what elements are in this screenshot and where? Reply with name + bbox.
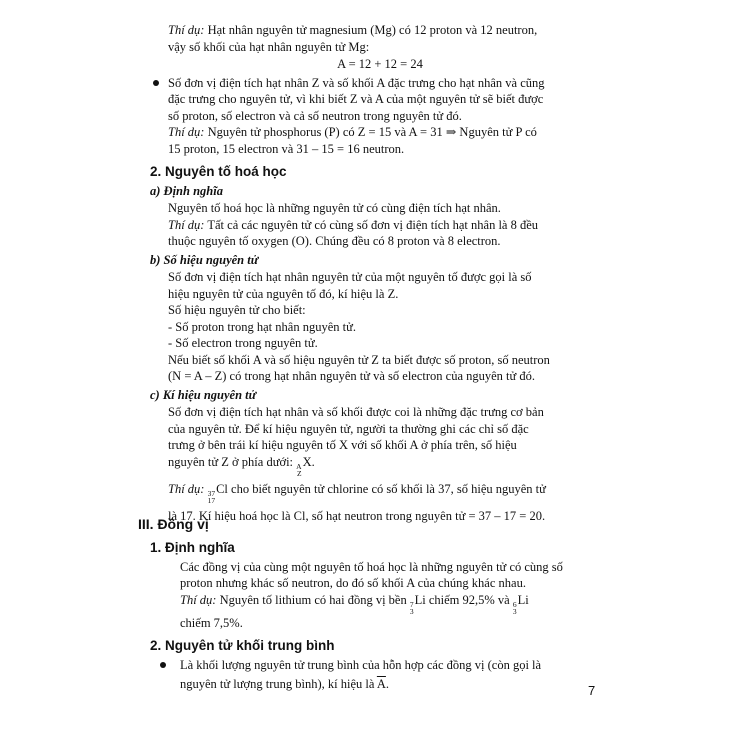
bullet-average-mass: Là khối lượng nguyên tử trung bình của hỗn hợp các đồng vị (còn gọi là nguyên tử lượng trung bình), kí hiệu là $\overline{A}$. xyxy=(150,657,610,693)
mg-example-line2: vậy số khối của hạt nhân nguyên tử Mg: xyxy=(168,39,370,54)
bullet-z-a: Số đơn vị điện tích hạt nhân Z và số khối A đặc trưng cho hạt nhân và cũng đặc trưng cho nguyên tử, vì khi biết Z và A của một nguyên tử sẽ biết được số proton, số electron và cả số neutron trong nguyên tử đó. Thí dụ: Nguyên tử phosphorus (P) có Z = 15 và A = 31 ⇒ Nguyên tử P có 15 proton, 15 electron và 31 – 15 = 16 neutron. xyxy=(150,75,610,158)
chlorine-notation: 37 17 xyxy=(207,488,216,505)
li6-notation: 6 3 xyxy=(512,599,517,616)
atomic-notation: A Z xyxy=(296,461,302,478)
oxygen-example: Thí dụ: Tất cả các nguyên tử có cùng số đơn vị điện tích hạt nhân là 8 đều xyxy=(168,217,539,232)
section3-body: 1. Định nghĩa Các đồng vị của cùng một nguyên tố hoá học là những nguyên tử có cùng số proton nhưng khác số neutron, do đó số khối A của chúng khác nhau. Thí dụ: Nguyên tố lithium có hai đồng vị bền 7 3 Li chiếm 92,5% và 6 3 Li chiếm 7,5%. 2. Nguyên tử khối trung bình Là khối lượng nguyên tử trung bình của hỗn hợp các đồng vị (còn gọi là nguyên tử lượng trung bình), kí hiệu là $\overline{A}$. xyxy=(150,540,610,693)
phosphorus-example: Thí dụ: Nguyên tử phosphorus (P) có Z = 15 và A = 31 ⇒ Nguyên tử P có xyxy=(168,125,537,139)
section-heading-dong-vi: III. Đồng vị xyxy=(138,516,209,532)
bullet-icon xyxy=(160,662,166,668)
page-body: Thí dụ: Hạt nhân nguyên tử magnesium (Mg) có 12 proton và 12 neutron, vậy số khối của hạt nhân nguyên tử Mg: A = 12 + 12 = 24 Số đơn vị điện tích hạt nhân Z và số khối A đặc trưng cho hạt nhân và cũng đặc trưng cho nguyên tử, vì khi biết Z và A của một nguyên tử sẽ biết được số proton, số electron và cả số neutron trong nguyên tử đó. Thí dụ: Nguyên tử phosphorus (P) có Z = 15 và A = 31 ⇒ Nguyên tử P có 15 proton, 15 electron và 31 – 15 = 16 neutron. 2. Nguyên tố hoá học a) Định nghĩa Nguyên tố hoá học là những nguyên tử có cùng điện tích hạt nhân. Thí dụ: Tất cả các nguyên tử có cùng số đơn vị điện tích hạt nhân là 8 đều thuộc nguyên tố oxygen (O). Chúng đều có 8 proton và 8 electron. b) Số hiệu nguyên tử Số đơn vị điện tích hạt nhân nguyên tử của một nguyên tố được gọi là số hiệu nguyên tử của nguyên tố đó, kí hiệu là Z. Số hiệu nguyên tử cho biết: - Số proton trong hạt nhân nguyên tử. - Số electron trong nguyên tử. Nếu biết số khối A và số hiệu nguyên tử Z ta biết được số proton, số neutron (N = A – Z) có trong hạt nhân nguyên tử và số electron của nguyên tử đó. c) Kí hiệu nguyên tử Số đơn vị điện tích hạt nhân và số khối được coi là những đặc trưng cơ bản của nguyên tử. Để kí hiệu nguyên tử, người ta thường ghi các chỉ số đặc trưng ở bên trái kí hiệu nguyên tố X với số khối A ở phía trên, số hiệu nguyên tử Z ở phía dưới: A Z X. Thí dụ: 37 17 Cl cho biết nguyên tử chlorine có số khối là 37, số hiệu nguyên tử là 17. Kí hiệu hoá học là Cl, số hạt neutron trong nguyên tử = 37 – 17 = 20. xyxy=(150,22,610,524)
lithium-example: Thí dụ: Nguyên tố lithium có hai đồng vị bền 7 3 Li chiếm 92,5% và 6 3 Li xyxy=(180,592,529,616)
mass-formula: A = 12 + 12 = 24 xyxy=(337,57,423,71)
subheading-nguyen-tu-khoi: 2. Nguyên tử khối trung bình xyxy=(150,638,335,653)
subheading-ki-hieu: c) Kí hiệu nguyên tử xyxy=(150,387,257,402)
section-heading-nguyen-to: 2. Nguyên tố hoá học xyxy=(150,164,287,179)
subheading-dinh-nghia-dong-vi: 1. Định nghĩa xyxy=(150,540,235,555)
mg-example-line1: Thí dụ: Hạt nhân nguyên tử magnesium (Mg) có 12 proton và 12 neutron, xyxy=(168,23,538,37)
subheading-dinh-nghia: a) Định nghĩa xyxy=(150,183,223,198)
bullet-icon xyxy=(153,80,159,86)
atomic-symbol-line: nguyên tử Z ở phía dưới: A Z X. xyxy=(168,454,315,478)
average-mass-symbol: $\overline{A}$ xyxy=(376,677,386,691)
page-number: 7 xyxy=(588,683,596,698)
subheading-so-hieu: b) Số hiệu nguyên tử xyxy=(150,252,259,267)
li7-notation: 7 3 xyxy=(409,599,414,616)
chlorine-example: Thí dụ: 37 17 Cl cho biết nguyên tử chlorine có số khối là 37, số hiệu nguyên tử xyxy=(168,481,546,505)
